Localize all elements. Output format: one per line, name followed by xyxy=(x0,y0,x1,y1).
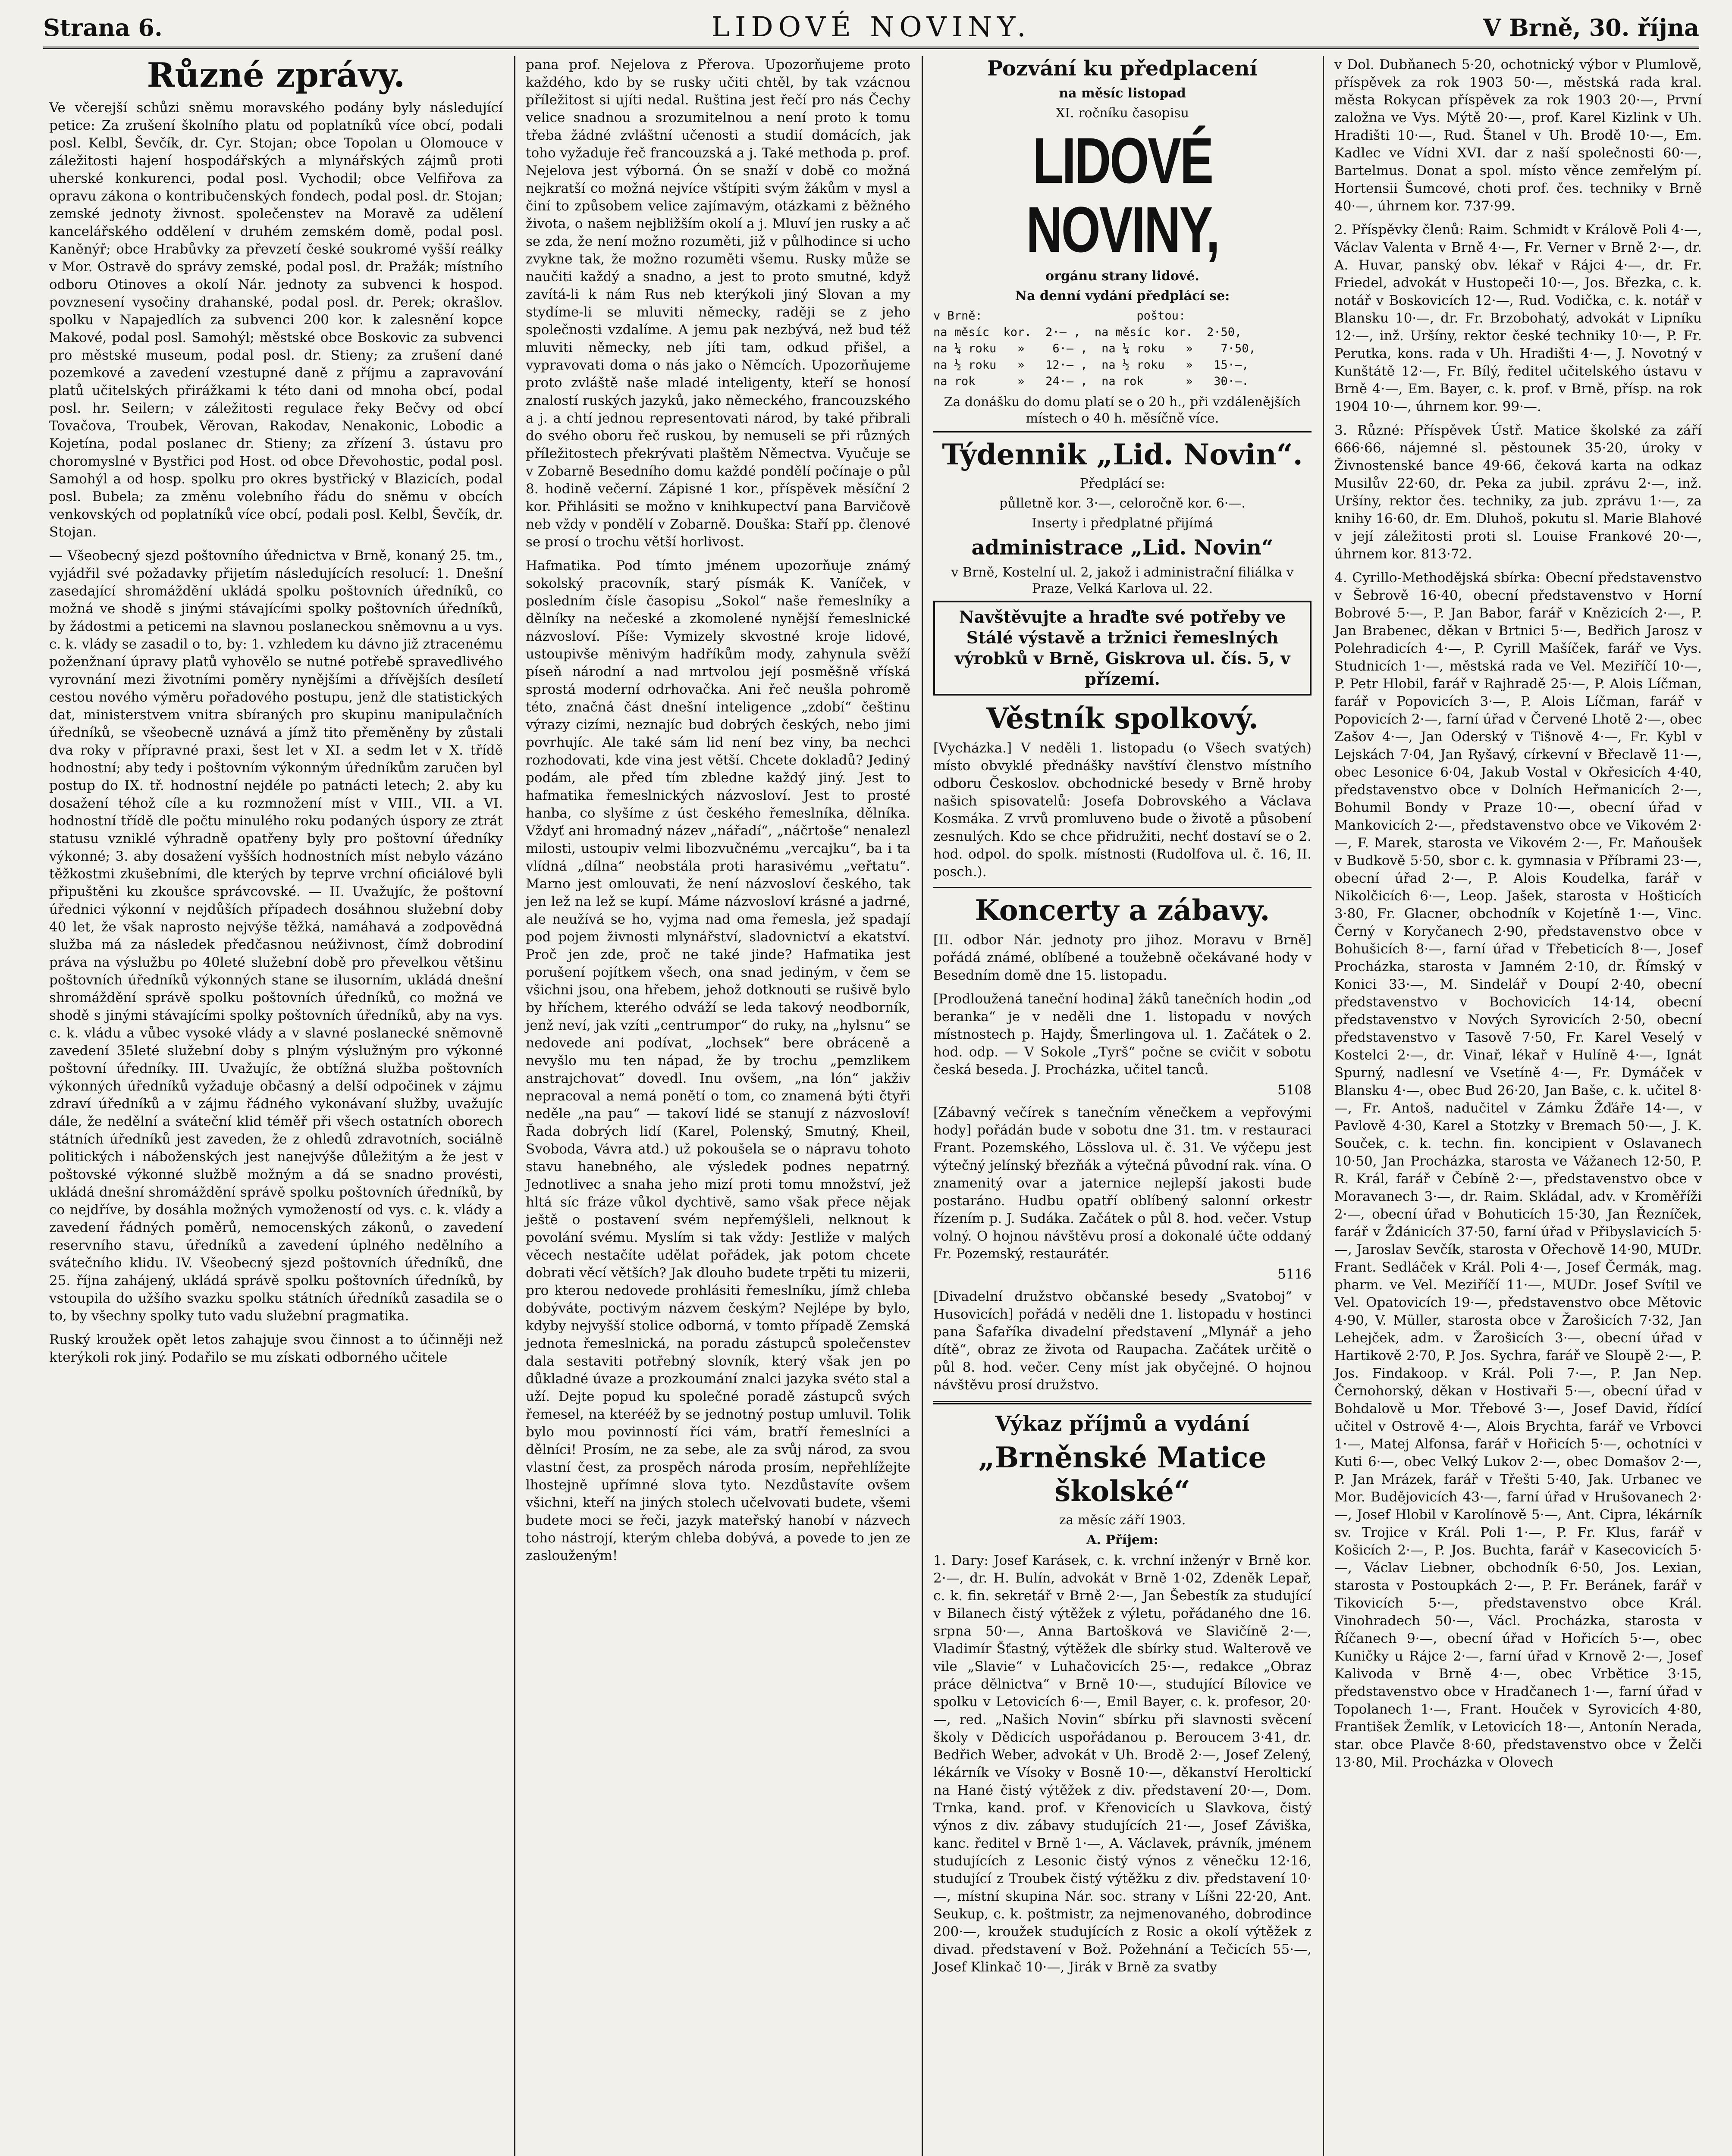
column-4 xyxy=(1328,56,1708,2156)
notice-number: 5116 xyxy=(1277,1266,1312,1282)
report-gifts: 1. Dary: Josef Karásek, c. k. vrchní inženýr v Brně kor. 2·—, dr. H. Bulín, advokát v Brně 1·02, Zdeněk Lepař, c. k. fin. sekretář v Brně 2·—, Jan Šebestík za studující v Bilanech čistý výtěžek z výletu, pořádaného dne 16. srpna 50·—, Anna Bartošková ve Slavičíně 2·—, Vladimír Šťastný, výtěžek dle sbírky stud. Walterově ve vile „Slavie“ v Luhačovicích 25·—, redakce „Obraz práce dělnictva“ v Brně 10·—, studující Bílovice ve spolku v Letovicích 6·—, Emil Bayer, c. k. profesor, 20·—, red. „Našich Novin“ sbírku při slavnosti svěcení školy v Dědicích uspořádanou p. Beroucem 3·41, dr. Bedřich Weber, advokát v Uh. Brodě 2·—, Josef Zelený, lékárník ve Vísoky v Bosně 10·—, děkanství Heroltickí na Hané čistý výtěžek z div. představení 20·—, Dom. Trnka, kand. prof. v Křenovicích u Slavkova, čistý výnos z div. zábavy studujících 21·—, Josef Záviška, kanc. ředitel v Brně 1·—, A. Václavek, právník, jménem studujících z Lesonic čistý výnos z věnečku 12·16, studující z Troubek čistý výtěžku z div. představení 10·—, místní skupina Nár. soc. strany v Líšni 22·20, Ant. Seukup, c. k. poštmistr, za nejmenovaného, dobrodince 200·—, kroužek studujících z Rosic a okolí výtěžek z divad. představení v Bož. Požehnání a Tečicích 55·—, Josef Klinkač 10·—, Jirák v Brně za svatby xyxy=(933,1553,1312,1975)
column-1 xyxy=(43,56,509,2156)
article-snem-petice: Ve včerejší schůzi sněmu moravského podány byly následující petice: Za zrušení školního platu od poplatníků více obcí, podali posl. Kelbl, Ševčík, dr. Cyr. Stojan; obce Topolan u Olomouce v záležitosti hajení hospodářských a mlynářských zájmů proti uherské konkurenci, podal posl. Vychodil; obce Velfiřova za opravu zákona o kontribučenských fondech, podal posl. dr. Stojan; zemské jednoty živnost. společenstev na Moravě za udělení kancelářského oddělení v druhém zemském domě, podal posl. Kaněnýř; obce Hrabůvky za převzetí české soukromé vyšší reálky v Mor. Ostravě do správy zemské, podal posl. dr. Pražák; místního odboru Otinoves a okolí Nár. jednoty za subvenci k hospod. povznesení vysočiny drahanské, podal posl. dr. Perek; okrašlov. spolku v Napajedlích za subvenci 200 kor. k zalesnění kopce Makové, podal posl. Samohýl; městské obce Boskovic za subvenci pro městské museum, podal posl. dr. Stieny; za zrušení dané pozemkové a zavedení vzestupné daně z příjmu a zapravování platů učitelských přirážkami k této dani od mnoha obcí, podal posl. hr. Seilern; v záležitosti regulace řeky Bečvy od obcí Tovačova, Troubek, Věrovan, Rakodav, Nenakonic, Lobodic a Kojetína, podal poslanec dr. Stieny; za zřízení 3. ústavu pro choromyslné v Bystřici pod Host. od obce Dřevohostic, podal posl. Samohýl a od hosp. spolku pro okres bystřický v Blazicích, podal posl. Bubela; za změnu volebního řádu do sněmu v obcích venkovských od poplatníků více obcí, podali posl. Kelbl, Ševčík, dr. Stojan. xyxy=(49,100,503,540)
article-hafmatika: Hafmatika. Pod tímto jménem upozorňuje známý sokolský pracovník, starý písmák K. Vaníček, v posledním čísle časopisu „Sokol“ naše řemeslníky a dělníky na nečeské a zkomolené nynější řemeslnické názvosloví. Píše: Vymizely skvostné kroje lidové, ustoupivše měnivým hadříkům mody, zahynula svěží píseň národní a nad mrtvolou její posměšně vříská sprostá moderní odrhovačka. Ani řeč neušla pohromě této, značná část dnešní inteligence „zdobí“ češtinu výrazy cizími, neznajíc bud dobrých českých, nebo jimi povrhujíc. Ale také sám lid není bez viny, ba nechci rozhodovati, kde vina jest větší. Chcete dokladů? Jediný podám, ale před tím zbledne každý jiný. Jest to hafmatika řemeslnických názvosloví. Jest to prosté hanba, co slyšíme z úst českého řemeslníka, dělníka. Vždyť ani hromadný název „nářadí“, „náčrtoše“ nenalezl milosti, ustoupiv velmi libozvučnému „vercajku“, ba i ta vlídná „dílna“ neobstála proti harasivému „veřtatu“. Marno jest omlouvati, že není názvosloví českého, tak jen lež na lež se kupí. Máme názvosloví krásné a jadrné, ale neužívá se ho, vyjma nad oma řemesla, jež spadají pod pojem živnosti mlynářství, sladovnictví a ekatství. Proč jen zde, proč ne také jinde? Hafmatika jest porušení pojítkem všech, ona snad jediným, v čem se všichni jsou, ona hřebem, jehož dotknouti se rušivě bylo by hříchem, kterého odváží se leda takový neodborník, jenž neví, jak vzíti „centrumpor“ do ruky, na „hylsnu“ se nedovede ani podívat, „lochsek“ bere obráceně a nevyšlo mu ten nápad, že by trochu „pemzlikem anstrajchovat“ dovedl. Inu ovšem, „na lón“ jakživ nepracoval a nemá ponětí o tom, co znamená býti čtyři neděle „na pau“ — takoví lidé se stanují z názvosloví! Řada dobrých lidí (Karel, Polenský, Smutný, Kheil, Svoboda, Vávra atd.) už pokoušela se o nápravu tohoto stavu hanebného, ale výsledek podnes nepatrný. Jednotlivec a snaha jeho mizí proti tomu množství, jež hltá síc fráze vůkol dychtivě, samo však přece nějak ještě o postavení svém nepřemýšleli, nelknout k povolání svému. Myslím si tak vždy: Jestliže v malých věcech nestačíte udělat pořádek, jak potom chcete dobrati věcí větších? Jak dlouho budete trpěti tu mizerii, pro kterou nedovede prohlásiti řemeslníku, jímž chleba dobýváte, poctivým názvem českým? Nejlépe by bylo, kdyby nejvyšší stolice odborná, v tomto případě Zemská jednota řemeslnická, na poradu zástupců společenstev dala sestaviti potřebný slovník, který však jen po důkladné úvaze a prozkoumání znalci jazyka svéto stal a uží. Dejte popud ku společné poradě zástupců svých řemesel, na kterééž by se jednotný postup umluvil. Tolik bylo mou povinností říci vám, bratří řemeslníci a dělníci! Prosím, ne za sebe, ale za svůj národ, za svou vlastní čest, za prospěch národa prosím, nepřehlížejte lhostejně upřímné slova tyto. Nezdůstavíte ovšem všichni, kteří na jiných stolech učelvovati budete, všemi budete moci se řeči, jazyk mateřský hanobí v názvech toho nástrojí, kterým chleba dobývá, a povede to jen ze zaslouženým! xyxy=(526,558,910,1564)
article-rusky-krouzek: Ruský kroužek opět letos zahajuje svou činnost a to účinněji než kterýkoli rok jiný. Podařilo se mu získati odborného učitele xyxy=(49,1332,503,1365)
subscription-month: na měsíc listopad xyxy=(1059,86,1186,101)
delivery-note: Za donášku do domu platí se o 20 h., při vzdálenějších místech o 40 h. měsíčně více. xyxy=(944,395,1301,426)
article-rusky-krouzek-cont: pana prof. Nejelova z Přerova. Upozorňujeme proto každého, kdo by se rusky učiti chtěl, by tak vzácnou příležitost si ujíti nedal. Ruština jest řečí pro nás Čechy velice snadnou a srozumitelnou a není proto k tomu třeba žádné zvláštní učenosti a studií domácích, jak toho vyžaduje řeč francouzská a j. Také methoda p. prof. Nejelova jest výborná. Ón se snaží v době co možná nejkratší co možná nejvíce vštípiti svým žákům v mysl a činí to způsobem velice zajímavým, otázkami z běžného života, o našem nejbližším okolí a j. Mluví jen rusky a ač se zda, že není možno rozuměti, již v půlhodince si ucho zvykne tak, že možno rozuměti všemu. Rusky může se naučiti každý a snadno, a jest to proto smutné, když zavítá-li k nám Rus neb kterýkoli jiný Slovan a my stydíme-li se mluviti německy, raději se z jeho společnosti vzdalíme. A jemu pak nezbývá, než bud též mluviti německy, neb jíti tam, odkud přišel, a vypravovati doma o nás jako o Němcích. Upozorňujeme proto zvláště naše mladé inteligenty, kteří se honosí znalostí ruských jazyků, jako německého, francouzského a j. a chtí jednou representovati národ, by také přibrali do svého oboru řeč ruskou, by nemuseli se při různých příležitostech překrývati plaštěm Němectva. Vyučuje se v Zobarně Besedního domu každé pondělí počínaje o půl 8. hodině večerní. Zápisné 1 kor., příspěvek měsíční 2 kor. Přihlásiti se možno v knihkupectví pana Barvičově neb vždy v pondělí v Zobarně. Douška: Staří pp. členové se prosí o trochu větší horlivost. xyxy=(526,57,910,550)
exhibition-advert xyxy=(933,601,1312,696)
exhibition-advert-text: Navštěvujte a hraďte své potřeby ve Stálé výstavě a tržnici řemeslných výrobků v Brně, Giskrova ul. čís. 5, v přízemí. xyxy=(954,607,1290,689)
page-number: Strana 6. xyxy=(43,14,163,41)
section-heading-koncerty: Koncerty a zábavy. xyxy=(975,893,1270,927)
report-various: 3. Různé: Příspěvek Ústř. Matice školské za září 666·66, nájemné sl. pěstounek 35·20, úroky v Živnostenské bance 49·66, čeková karta na odkaz Musilův 22·60, dr. Peka za jubil. zprávu 2·—, inž. Uršíny, rektor čes. techniky, za jub. zprávu 1·—, za knihy 16·60, dr. Em. Dluhoš, pokutu sl. Marie Blahové v její záležitosti proti sl. Louise Frankové 20·—, úhrnem kor. 813·72. xyxy=(1334,423,1702,562)
article-sjezd-postovniho-urednictva: — Všeobecný sjezd poštovního úřednictva v Brně, konaný 25. tm., vyjádřil své požadavky přijetím následujících resolucí: 1. Dnešní zasedající shromáždění ukládá spolku poštovních úředníků, co možná ve shodě s jinými stávajícími spolky poštovních úředníků, by žádostmi a peticemi na slavnou poslaneckou sněmovnu a u vys. c. k. vlády se zasadil o to, by: 1. vzhledem ku dávno již ztracenému poženžnaní úpravy platů vyhovělo se nutné potřebě spravedlivého vyrovnání mezi životními poměry nynějšími a dřívějších desíletí cestou nového výměru pořadového postupu, jenž dle statistických dat, ministerstvem vnitra sbíraných pro skupinu manipulačních úředníků, se všeobecně uznává a jímž tito přeměněny by zůstali dva roky v přípravné praxi, šest let v XI. a sedm let v X. třídě hodnostní; aby tedy i poštovním výkonným úředníkům zaručen byl postup do IX. tř. hodnostní nejdéle po patnácti letech; 2. aby ku dosažení téhož cíle a ku rozmnožení míst v VIII., VII. a VI. hodnostní třídě dle počtu minulého roku podaných úspory ze ztrát statusu vzniklé výhradně opatřeny byly pro poštovní úředníky výkonné; 3. aby dosažení vyšších hodnostních míst nebylo vázáno těžkostmi zkušebními, dle kterých by teprve vrchní oficiálové byli připuštěni ku zkoušce správcovské. — II. Uvažujíc, že poštovní úřednici výkonní v nejdůších případech dosáhnou služební doby 40 let, že však naprosto nejvýše těžká, namáhavá a zodpovědná služba má za následek předčasnou neúživnost, čímž dobrodiní práva na výslužbu po 40leté služební době pro převelkou většinu poštovních úředníků výkonných stane se ilusorním, ukládá dnešní shromáždění správě spolku poštovních úředníků, co možná ve shodě s jinými stávajícími spolky poštovních úředníků, aby na vys. c. k. vládu a vůbec vysoké vlády a v slavné poslanecké sněmovně zavedení 35leté služební doby s plným výslužným pro výkonné poštovní úředníky. III. Uvažujíc, že obtížná služba poštovních výkonných úředníků vyžaduje občasný a delší odpočinek v zájmu zdraví úředníků a v zájmu řádného vykonávaní služby, uvažujíc dále, že nedělní a sváteční klid téměř při všech ostatních oborech státních úředníků jest zaveden, že z ohledů zdravotních, sociálně politických i náboženských jest nanejvýše důležitým a že jest v poštovské výkonné službě možným a dá se snadno provésti, ukládá dnešní shromáždění správě spolku poštovních úředníků, by co nejdříve, by dosáhla možných vymožeností od vys. c. k. vlády a zavedení řádných poměrů, nemocenských zákonů, o zavedení reservního stavu, úředníků a zavedení úplného nedělního a svátečního klidu. IV. Všeobecný sjezd poštovních úředníků, dne 25. října zahájený, ukládá správě spolku poštovních úředníků, by vstoupila do užšího svazku spolku státních úředníků zasadila se o to, by všechny spolky tuto vadu služební pragmatika. xyxy=(49,548,503,1324)
divider xyxy=(933,1401,1312,1404)
report-gifts-cont: v Dol. Dubňanech 5·20, ochotnický výbor v Plumlově, příspěvek za rok 1903 50·—, městská rada kral. města Rokycan příspěvek za rok 1903 20·—, První založna ve Vys. Mýtě 20·—, prof. Karel Kizlink v Uh. Hradišti 10·—, Rud. Štanel v Uh. Brodě 10·—, Em. Kadlec ve Vídni XVI. dar z naší společnosti 60·—, Bartelmus. Donat a spol. místo věnce zemřelým pí. Hortensii Šumcové, choti prof. čes. techniky v Brně 40·—, úhrnem kor. 737·99. xyxy=(1334,57,1702,214)
volume-line: XI. ročníku časopisu xyxy=(1055,106,1189,121)
column-2 xyxy=(520,56,916,2156)
page-header xyxy=(43,8,1699,49)
notice-zabavny-vecirek: [Zábavný večírek s tanečním věnečkem a vepřovými hody] pořádán bude v sobotu dne 31. tm. v restauraci Frant. Pozemského, Lösslova ul. č. 31. Ve výčepu jest výtečný jelínský březňák a výtečná původní rak. vína. O znamenitý ovar a jaternice nejlepší jakosti bude postaráno. Hudbu opatří oblíbený salonní orkestr řízením p. J. Sudáka. Začátek o půl 8. hod. večer. Vstup volný. O hojnou návštěvu prosí a dokonalé účte oddaný Fr. Pozemský, restaurátér. xyxy=(933,1105,1312,1262)
daily-subscription-line: Na denní vydání předplácí se: xyxy=(1015,288,1230,304)
column-rule xyxy=(922,56,923,2156)
report-title-matice: „Brněnské Matice školské“ xyxy=(978,1441,1267,1508)
report-income-heading: A. Příjem: xyxy=(1086,1532,1158,1548)
issue-date: V Brně, 30. října xyxy=(1483,14,1699,41)
subscription-heading: Pozvání ku předplacení xyxy=(987,56,1258,81)
masthead-lidove-noviny: LIDOVÉ NOVINY, xyxy=(1026,124,1219,266)
column-rule xyxy=(514,56,515,2156)
newspaper-title: LIDOVÉ NOVINY. xyxy=(711,11,1031,43)
divider xyxy=(933,887,1312,888)
report-heading: Výkaz příjmů a vydání xyxy=(995,1412,1250,1436)
notice-vychazka: [Vycházka.] V neděli 1. listopadu (o Všech svatých) místo obvyklé přednášky navštíví členstvo místního odboru Českoslov. obchodnické besedy v Brně hroby našich spisovatelů: Josefa Dobrovského a Václava Kosmáka. Z vrvů promluveno bude o životě a působení zesnulých. Kdo se chce přidružiti, nechť dostaví se o 2. hod. odpol. do spolk. místnosti (Rudolfova ul. č. 16, II. posch.). xyxy=(933,740,1312,880)
column-3 xyxy=(927,56,1318,2156)
notice-narodni-jednota: [II. odbor Nár. jednoty pro jihoz. Moravu v Brně] pořádá známé, oblíbené a toužebně očekávané hody v Besedním domě dne 15. listopadu. xyxy=(933,932,1312,983)
divider xyxy=(933,431,1312,432)
section-heading-ruzne-zpravy: Různé zprávy. xyxy=(147,56,405,95)
notice-divadelni-druzstvo: [Divadelní družstvo občanské besedy „Svatoboj“ v Husovicích] pořádá v neděli dne 1. listopadu v hostinci pana Šafaříka divadelní představení „Mlynář a jeho dítě“, obraz ze života od Raupacha. Začátek určitě o půl 8. hod. večer. Ceny míst jak obyčejné. O hojnou návštěvu prosí družstvo. xyxy=(933,1289,1312,1393)
column-rule xyxy=(1323,56,1324,2156)
price-table: v Brně: poštou: na měsíc kor. 2·— , na měsíc kor. 2·50, na ¼ roku » 6·— , na ¼ roku » 7·50, na ½ roku » 12·— , na ½ roku » 15·—, na rok » 24·— , na rok » 30·—. xyxy=(933,309,1256,388)
section-heading-vestnik-spolkovy: Věstník spolkový. xyxy=(986,702,1258,735)
administration-heading: administrace „Lid. Novin“ xyxy=(971,536,1274,560)
administration-address: v Brně, Kostelní ul. 2, jakož i administrační filiálka v Praze, Velká Karlova ul. 22. xyxy=(951,565,1294,596)
notice-tanecni-hodina: [Prodloužená taneční hodina] žáků tanečních hodin „od beranka“ je v neděli dne 1. listopadu v nových místnostech p. Hajdy, Šmerlingova ul. 1. Začátek o 2. hod. odp. — V Sokole „Tyrš“ počne se cvičit v sobotu česká beseda. J. Procházka, učitel tanců. xyxy=(933,991,1312,1078)
report-member-contributions: 2. Příspěvky členů: Raim. Schmidt v Králově Poli 4·—, Václav Valenta v Brně 4·—, Fr. Verner v Brně 2·—, dr. A. Huvar, panský obv. lékař v Rájci 4·—, dr. Fr. Friedel, advokát v Hustopeči 10·—, Jos. Březka, c. k. notář v Boskovicích 12·—, Rud. Vodička, c. k. notář v Blansku 10·—, dr. Fr. Brzobohatý, advokát v Lipníku 12·—, inž. Uršíny, rektor české techniky 10·—, P. Fr. Perutka, kons. rada v Uh. Hradišti 4·—, J. Novotný v Kunštátě 12·—, Fr. Bílý, ředitel učitelského ústavu v Brně 4·—, Em. Bayer, c. k. prof. v Brně, přísp. na rok 1904 10·—, úhrnem kor. 99·—. xyxy=(1334,222,1702,414)
weekly-subtitle: Předplácí se: xyxy=(1079,476,1165,491)
notice-number: 5108 xyxy=(1277,1082,1312,1098)
report-month: za měsíc září 1903. xyxy=(1059,1513,1186,1528)
weekly-heading: Týdennik „Lid. Novin“. xyxy=(942,438,1303,471)
weekly-prices: půlletně kor. 3·—, celoročně kor. 6·—. xyxy=(999,496,1246,511)
report-cyrillo-methodejska: 4. Cyrillo-Methodějská sbírka: Obecní představenstvo v Šebrově 16·40, obecní představenstvo v Horní Bobrové 5·—, P. Jan Babor, farář v Knězicích 2·—, P. Jan Brabenec, děkan v Brtnici 5·—, Bedřich Jarosz v Polehradicích 4·—, P. Cyrill Mašíček, farář ve Vys. Studnicích 1·—, městská rada ve Vel. Meziříčí 10·—, P. Petr Hlobil, farář v Rajhradě 25·—, P. Alois Líčman, farář v Popovicích 3·—, P. Alois Líčman, farář v Popovicích 2·—, farní úřad v Červené Lhotě 2·—, obec Zašov 4·—, Jan Oderský v Tišnově 4·—, Fr. Kybl v Lejskách 7·04, Jan Ryšavý, církevní v Břeclavě 11·—, obec Lesonice 6·04, Jakub Vostal v Okřesicích 4·40, představenstvo obce v Dolních Heřmanicích 2·—, Bohumil Bondy v Praze 10·—, obecní úřad v Mankovicích 2·—, představenstvo obce ve Vikovém 2·—, F. Marek, starosta ve Vikovém 2·—, Fr. Maňoušek v Budkově 5·50, sbor c. k. gymnasia v Příbrami 23·—, obecní úřad 2·—, P. Alois Koudelka, farář v Nikolčicích 6·—, Leop. Jašek, starosta v Hošticích 3·80, Fr. Glacner, obchodník v Kojetíně 1·—, Vinc. Černý v Koryčanech 2·90, představenstvo obce v Bohušicích 8·—, farní úřad v Třebeticích 8·—, Josef Procházka, starosta v Jamném 2·10, dr. Římský v Konici 33·—, M. Sindelář v Doupí 2·40, obecní představenstvo v Bochovicích 14·14, obecní představenstvo v Nových Syrovicích 2·50, obecní představenstvo v Tasově 7·50, Fr. Karel Veselý v Kostelci 2·—, dr. Vinař, lékař v Hulíně 4·—, Ignát Spurný, nadlesní ve Vsetíně 4·—, Fr. Dymáček v Blansku 4·—, obec Bud 26·20, Jan Baše, c. k. učitel 8·—, Fr. Antoš, nadučitel v Zámku Žďáře 14·—, v Pavlově 4·30, Karel a Stotzky v Bremach 50·—, J. K. Souček, c. k. techn. fin. koncipient v Oslavanech 10·50, Jan Procházka, starosta ve Vážanech 12·50, P. R. Král, farář v Čebíně 2·—, představenstvo obce v Moravanech 3·—, dr. Raim. Skládal, adv. v Kroměříži 2·—, obecní úřad v Bohuticích 15·30, Jan Řezníček, farář v Ždánicích 37·50, farní úřad v Přibyslavicích 5·—, Jaroslav Sevčík, starosta v Ořechově 14·90, MUDr. Frant. Sedláček v Král. Poli 4·—, Josef Čermák, mag. pharm. ve Vel. Meziříčí 11·—, MUDr. Josef Svítil ve Vel. Opatovicích 19·—, představenstvo obce Mětovic 4·90, V. Müller, starosta obce v Žarošicích 7·32, Jan Lehejček, adm. v Žarošicích 3·—, obecní úřad v Hartikově 2·70, P. Jos. Sychra, farář ve Sloupě 2·—, P. Jos. Findakoop. v Král. Poli 7·—, P. Jan Nep. Černohorský, děkan v Hostivaři 5·—, obecní úřad v Bohdalově u Mor. Třebové 3·—, Josef David, řídící učitel v Ostrově 4·—, Alois Brychta, farář ve Vrbovci 1·—, Matej Alfonsa, farář v Hořicích 5·—, ochotníci v Kuti 6·—, obec Velký Lukov 2·—, obec Domašov 2·—, P. Jan Mrázek, farář v Třešti 5·40, Jak. Urbanec ve Mor. Budějovicích 43·—, farní úřad v Hrušovanech 2·—, Josef Hlobil v Karolínově 5·—, Ant. Cipra, lékárník sv. Trojice v Král. Poli 1·—, P. Fr. Klus, farář v Košicích 2·—, P. Jos. Buchta, farář v Kasecovicích 5·—, Václav Liebner, obchodník 6·50, Jos. Lexian, starosta v Postoupkách 2·—, P. Fr. Beránek, farář v Tikovicích 5·—, představenstvo obce Král. Vinohradech 50·—, Václ. Procházka, starosta v Říčanech 9·—, obecní úřad v Hořicích 5·—, obec Kuničky u Rájce 2·—, farní úřad v Krnově 2·—, Josef Kalivoda v Brně 4·—, obec Vrbětice 3·15, představenstvo obce v Hradčanech 1·—, farní úřad v Topolanech 1·—, Frant. Houček v Syrovicích 4·80, František Žemlík, v Letovicích 18·—, Antonín Nerada, star. obce Plavče 8·60, představenstvo obce v Želči 13·80, Mil. Procházka v Olovech xyxy=(1334,570,1702,1770)
ads-line: Inserty i předplatné přijímá xyxy=(1032,516,1213,531)
organ-line: orgánu strany lidové. xyxy=(1045,269,1199,284)
